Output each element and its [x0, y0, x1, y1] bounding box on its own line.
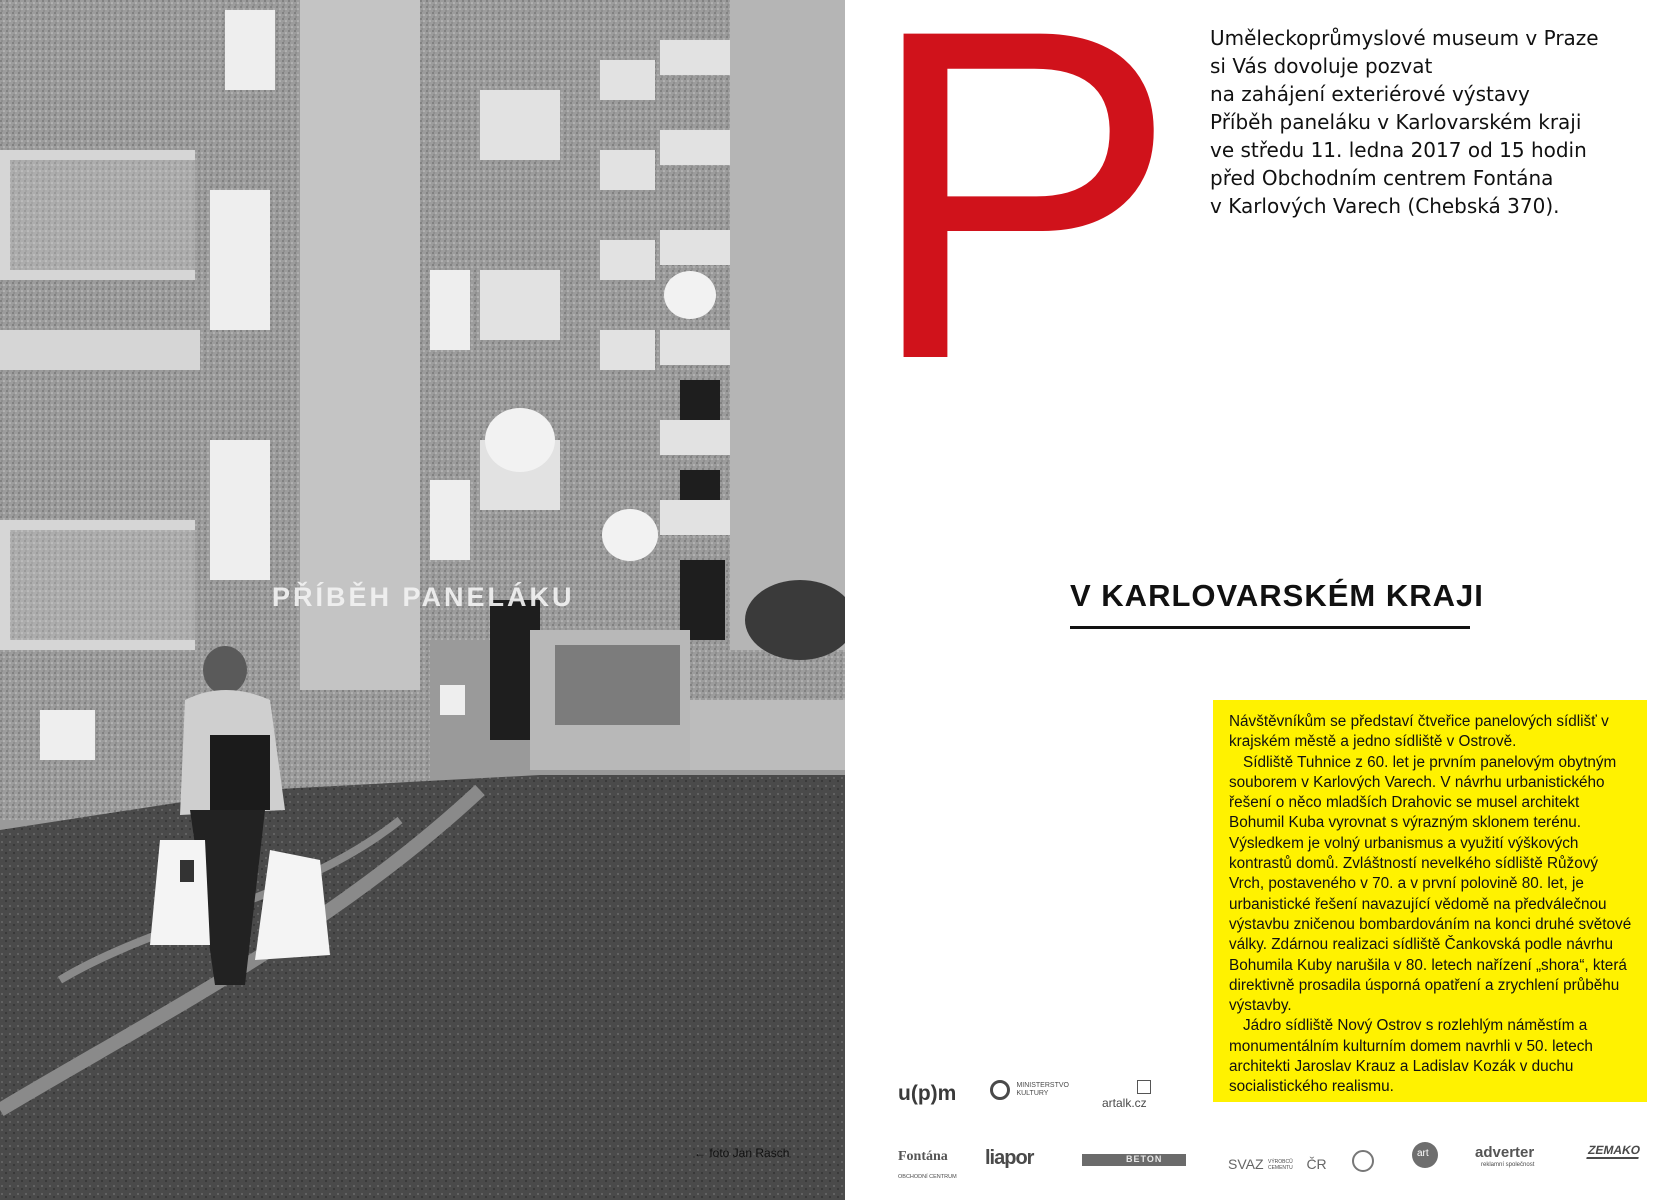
invitation-line: v Karlových Varech (Chebská 370).	[1210, 194, 1560, 218]
art-logo	[1412, 1142, 1438, 1168]
subtitle: V KARLOVARSKÉM KRAJI	[1070, 578, 1484, 613]
description-paragraph: Návštěvníkům se představí čtveřice panelových sídlišť v krajském městě a jedno sídliště v Ostrově.	[1229, 713, 1609, 751]
fontana-logo	[898, 1147, 957, 1183]
fontana-logo-text: Fontána	[898, 1149, 948, 1164]
zemako-logo: ZEMAKO	[1586, 1143, 1642, 1157]
headline-letter: P	[865, 0, 1179, 457]
svaz-logo-smalltext: VÝROBCŮ CEMENTU	[1267, 1158, 1293, 1171]
adverter-logo-text: adverter	[1475, 1144, 1535, 1161]
invitation-line: na zahájení exteriérové výstavy	[1210, 82, 1530, 106]
fontana-logo-subtext: OBCHODNÍ CENTRUM	[898, 1174, 957, 1180]
beton-logo	[1082, 1154, 1186, 1166]
description-paragraph: Jádro sídliště Nový Ostrov s rozlehlým náměstím a monumentálním kulturním domem navrhli v 50. letech architekti Jaroslav Krauz a Ladislav Kozák v duchu socialistického realismu.	[1229, 1017, 1593, 1096]
ministry-emblem-icon	[990, 1080, 1010, 1100]
liapor-logo: liapor	[985, 1147, 1034, 1169]
beton-logo-text: BETON	[1126, 1154, 1163, 1164]
ministry-logo	[990, 1080, 1074, 1100]
invitation-line: Uměleckoprůmyslové museum v Praze	[1210, 26, 1599, 50]
artalk-square-icon	[1137, 1080, 1151, 1094]
photo-overlay-title: PŘÍBĚH PANELÁKU	[272, 582, 575, 612]
ministry-logo-text: MINISTERSTVO KULTURY	[1016, 1082, 1069, 1097]
round-emblem-icon	[1352, 1150, 1374, 1172]
invitation-line: ve středu 11. ledna 2017 od 15 hodin	[1210, 138, 1587, 162]
svaz-logo-text: SVAZ	[1228, 1156, 1264, 1172]
invitation-text	[1210, 24, 1650, 220]
subtitle-underline	[1070, 626, 1470, 629]
upm-logo: u(p)m	[898, 1082, 957, 1105]
invitation-line: před Obchodním centrem Fontána	[1210, 166, 1554, 190]
invitation-line: si Vás dovoluje pozvat	[1210, 54, 1433, 78]
svaz-logo-cr: ČR	[1306, 1156, 1327, 1172]
photo-credit: ← foto Jan Rasch	[694, 1146, 790, 1160]
description-box	[1213, 700, 1647, 1102]
invitation-line: Příběh paneláku v Karlovarském kraji	[1210, 110, 1582, 134]
description-paragraph: Sídliště Tuhnice z 60. let je prvním panelovým obytným souborem v Karlových Varech. V návrhu urbanistického řešení o něco mladších Drahovic se musel architekt Bohumil Kuba vyrovnat s výrazným sklonem terénu. Výsledkem je volný urbanismus a využití výškových kontrastů domů. Zvláštností nevelkého sídliště Růžový Vrch, postaveného v 70. a v první polovině 80. let, je urbanistické řešení navazující vědomě na předválečnou výstavbu zničenou bombardováním na konci druhé světové války. Zdárnou realizaci sídliště Čankovská podle návrhu Bohumila Kuby narušila v 80. letech nařízení „shora“, která direktivně prosadila úsporná opatření a zrychlení průběhu výstavby.	[1229, 753, 1632, 1015]
art-logo-text: art	[1417, 1148, 1429, 1159]
adverter-logo-subtext: reklamní společnost	[1481, 1162, 1535, 1168]
svaz-logo	[1228, 1156, 1327, 1174]
artalk-logo-text: artalk.cz	[1102, 1096, 1147, 1110]
adverter-logo	[1475, 1144, 1535, 1168]
